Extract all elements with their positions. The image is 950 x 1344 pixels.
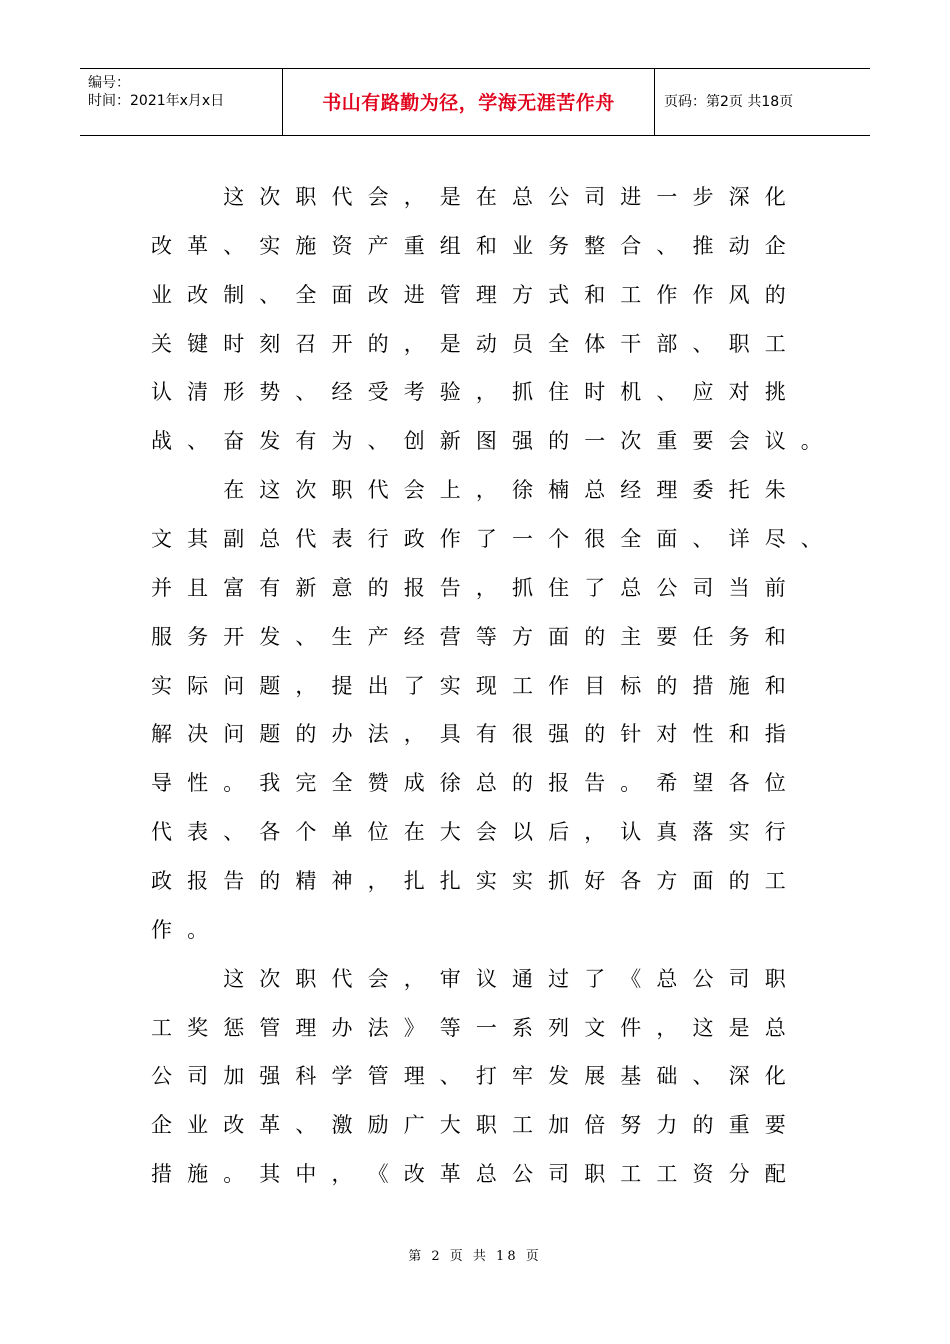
body-line: 实 际 问 题 ， 提 出 了 实 现 工 作 目 标 的 措 施 和 xyxy=(151,673,786,698)
body-line: 这 次 职 代 会 ， 是 在 总 公 司 进 一 步 深 化 xyxy=(223,185,786,209)
body-line: 导 性 。 我 完 全 赞 成 徐 总 的 报 告 。 希 望 各 位 xyxy=(151,771,786,796)
body-line: 认 清 形 势 、 经 受 考 验 ， 抓 住 时 机 、 应 对 挑 xyxy=(151,380,786,405)
body-line: 在 这 次 职 代 会 上 ， 徐 楠 总 经 理 委 托 朱 xyxy=(223,478,786,503)
body-line: 这 次 职 代 会 ， 审 议 通 过 了 《 总 公 司 职 xyxy=(223,966,786,991)
document-time-label: 时间：2021年x月x日 xyxy=(88,93,225,109)
header-motto-cell xyxy=(282,69,655,135)
body-line: 公 司 加 强 科 学 管 理 、 打 牢 发 展 基 础 、 深 化 xyxy=(151,1064,786,1089)
page-footer: 第 2 页 共 18 页 xyxy=(408,1249,542,1264)
body-line: 服 务 开 发 、 生 产 经 营 等 方 面 的 主 要 任 务 和 xyxy=(151,624,786,649)
body-line: 关 键 时 刻 召 开 的 ， 是 动 员 全 体 干 部 、 职 工 xyxy=(151,331,786,356)
header-page-cell xyxy=(655,69,870,135)
body-line: 措 施 。 其 中 ， 《 改 革 总 公 司 职 工 工 资 分 配 xyxy=(151,1162,786,1186)
body-line: 改 革 、 实 施 资 产 重 组 和 业 务 整 合 、 推 动 企 xyxy=(151,233,786,258)
body-line: 企 业 改 革 、 激 励 广 大 职 工 加 倍 努 力 的 重 要 xyxy=(151,1113,786,1138)
body-line: 并 且 富 有 新 意 的 报 告 ， 抓 住 了 总 公 司 当 前 xyxy=(151,575,786,600)
header-meta-cell xyxy=(80,69,282,135)
body-line: 代 表 、 各 个 单 位 在 大 会 以 后 ， 认 真 落 实 行 xyxy=(151,820,786,845)
body-line: 工 奖 惩 管 理 办 法 》 等 一 系 列 文 件 ， 这 是 总 xyxy=(151,1015,786,1040)
header-page-number: 页码：第2页 共18页 xyxy=(664,94,794,110)
body-line: 战 、 奋 发 有 为 、 创 新 图 强 的 一 次 重 要 会 议 。 xyxy=(151,429,822,454)
header-motto: 书山有路勤为径，学海无涯苦作舟 xyxy=(322,92,615,114)
body-line: 作 。 xyxy=(151,917,209,942)
document-number-label: 编号： xyxy=(88,75,130,91)
page-header xyxy=(80,68,870,136)
body-line: 文 其 副 总 代 表 行 政 作 了 一 个 很 全 面 、 详 尽 、 xyxy=(151,527,822,551)
body-line: 解 决 问 题 的 办 法 ， 具 有 很 强 的 针 对 性 和 指 xyxy=(151,722,786,747)
body-line: 业 改 制 、 全 面 改 进 管 理 方 式 和 工 作 作 风 的 xyxy=(151,282,786,307)
body-line: 政 报 告 的 精 神 ， 扎 扎 实 实 抓 好 各 方 面 的 工 xyxy=(151,868,786,893)
